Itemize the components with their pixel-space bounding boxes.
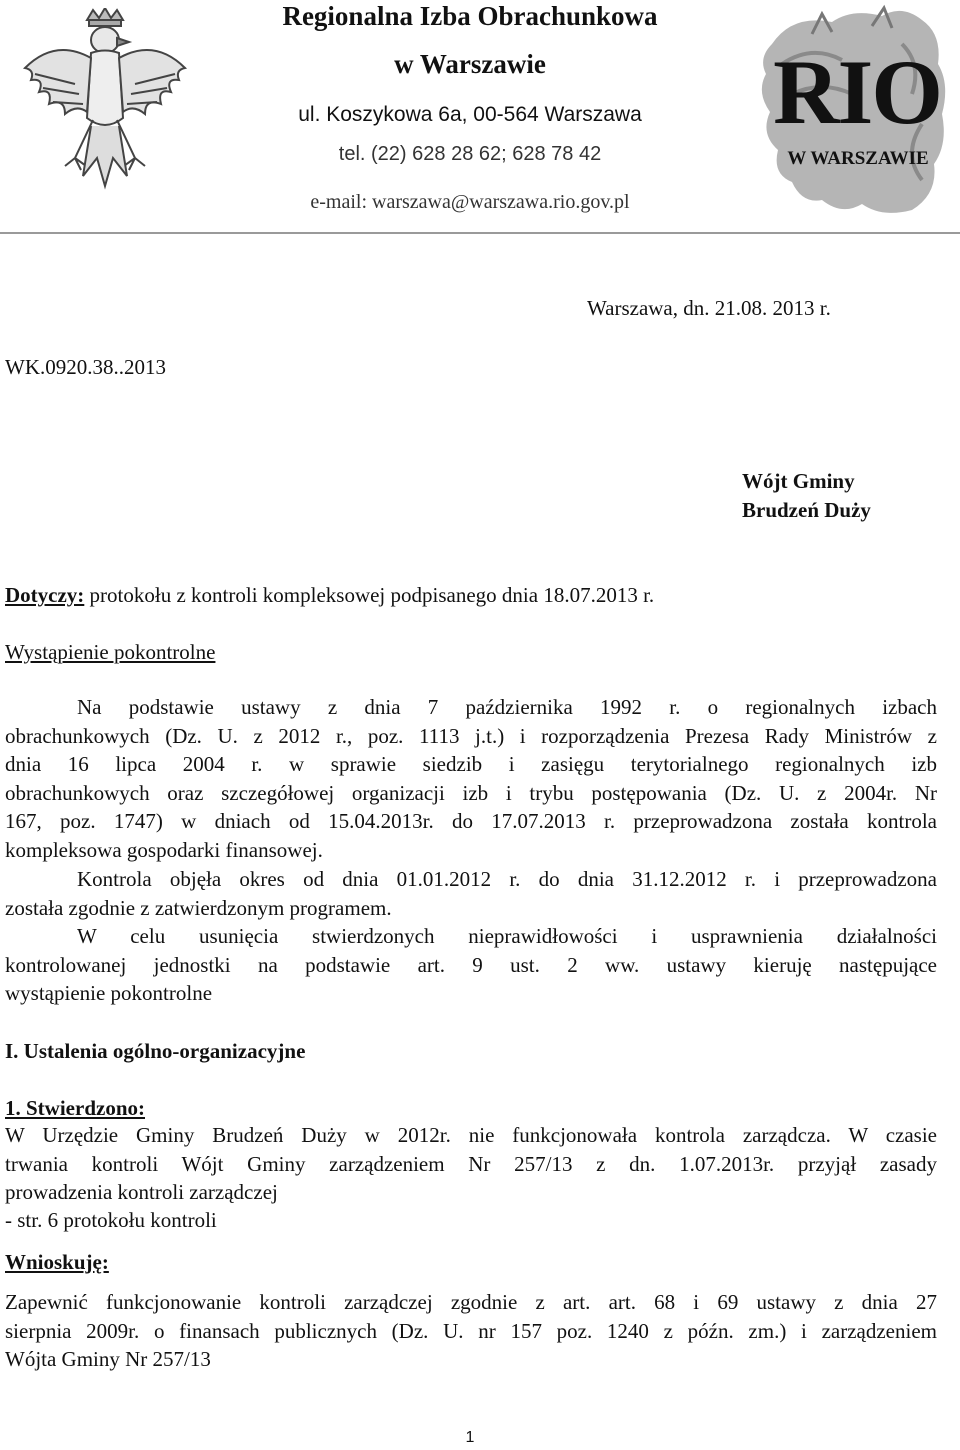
logo-city-text: W WARSZAWIE bbox=[787, 148, 929, 169]
intro-p3-line: kontrolowanej jednostki na podstawie art. 9 ust. 2 ww. ustawy kieruję następujące bbox=[5, 952, 937, 977]
eagle-emblem bbox=[5, 8, 205, 218]
intro-paragraph-1 bbox=[5, 693, 937, 865]
subject-line bbox=[5, 581, 654, 609]
intro-paragraph-2 bbox=[5, 865, 937, 922]
intro-p2-line: Kontrola objęła okres od dnia 01.01.2012 r. do dnia 31.12.2012 r. i przeprowadzona bbox=[77, 867, 937, 891]
intro-p1-line: 167, poz. 1747) w dniach od 15.04.2013r. do 17.07.2013 r. przeprowadzona została kontrola bbox=[5, 809, 937, 834]
reference-number: WK.0920.38..2013 bbox=[5, 355, 166, 379]
intro-p1-line: obrachunkowych (Dz. U. z 2012 r., poz. 1113 j.t.) i rozporządzenia Prezesa Rady Ministrów z bbox=[5, 723, 937, 748]
institution-city: w Warszawie bbox=[394, 49, 546, 79]
intro-p3-line: wystąpienie pokontrolne bbox=[5, 981, 213, 1006]
document-title: Wystąpienie pokontrolne bbox=[5, 640, 216, 664]
rio-logo bbox=[752, 4, 952, 218]
intro-p3-line: W celu usunięcia stwierdzonych nieprawidłowości i usprawnienia działalności bbox=[77, 924, 937, 948]
finding-label: 1. Stwierdzono: bbox=[5, 1096, 145, 1120]
email: e-mail: warszawa@warszawa.rio.gov.pl bbox=[310, 191, 630, 213]
finding-line: trwania kontroli Wójt Gminy zarządzeniem Nr 257/13 z dn. 1.07.2013r. przyjął zasady bbox=[5, 1151, 937, 1176]
finding-line: prowadzenia kontroli zarządczej bbox=[5, 1180, 278, 1205]
intro-p1-line: dnia 16 lipca 2004 r. w sprawie siedzib i zasięgu terytorialnego regionalnych izb bbox=[5, 752, 937, 777]
intro-p1-line: Na podstawie ustawy z dnia 7 października 1992 r. o regionalnych izbach bbox=[77, 695, 937, 719]
page-number: 1 bbox=[465, 1429, 475, 1446]
phone: tel. (22) 628 28 62; 628 78 42 bbox=[338, 143, 602, 165]
request-line: sierpnia 2009r. o finansach publicznych (Dz. U. nr 157 poz. 1240 z późn. zm.) i zarządzeniem bbox=[5, 1318, 937, 1343]
header-divider bbox=[0, 232, 960, 234]
request-paragraph bbox=[5, 1288, 937, 1374]
logo-rio-text: RIO bbox=[773, 41, 941, 143]
finding-paragraph bbox=[5, 1121, 937, 1207]
intro-paragraph-3 bbox=[5, 922, 937, 1008]
finding-reference: - str. 6 protokołu kontroli bbox=[5, 1208, 217, 1232]
intro-p2-line: została zgodnie z zatwierdzonym programem. bbox=[5, 895, 392, 920]
place-date: Warszawa, dn. 21.08. 2013 r. bbox=[587, 296, 831, 320]
subject-text: protokołu z kontroli kompleksowej podpisanego dnia 18.07.2013 r. bbox=[84, 583, 655, 607]
address: ul. Koszykowa 6a, 00-564 Warszawa bbox=[298, 103, 642, 126]
institution-name: Regionalna Izba Obrachunkowa bbox=[282, 1, 658, 31]
section-heading: I. Ustalenia ogólno-organizacyjne bbox=[5, 1039, 306, 1063]
subject-label: Dotyczy: bbox=[5, 583, 85, 607]
request-line: Zapewnić funkcjonowanie kontroli zarządczej zgodnie z art. art. 68 i 69 ustawy z dnia 27 bbox=[5, 1290, 937, 1314]
recipient-name: Brudzeń Duży bbox=[742, 498, 871, 522]
white-eagle-icon bbox=[5, 8, 205, 218]
request-label: Wnioskuję: bbox=[5, 1250, 109, 1274]
intro-p1-line: obrachunkowych oraz szczegółowej organizacji izb i trybu postępowania (Dz. U. z 2004r. Nr bbox=[5, 780, 937, 805]
finding-line: W Urzędzie Gminy Brudzeń Duży w 2012r. nie funkcjonowała kontrola zarządcza. W czasie bbox=[5, 1123, 937, 1147]
request-line: Wójta Gminy Nr 257/13 bbox=[5, 1347, 211, 1372]
recipient-title: Wójt Gminy bbox=[742, 469, 855, 493]
intro-p1-line: kompleksowa gospodarki finansowej. bbox=[5, 837, 323, 862]
